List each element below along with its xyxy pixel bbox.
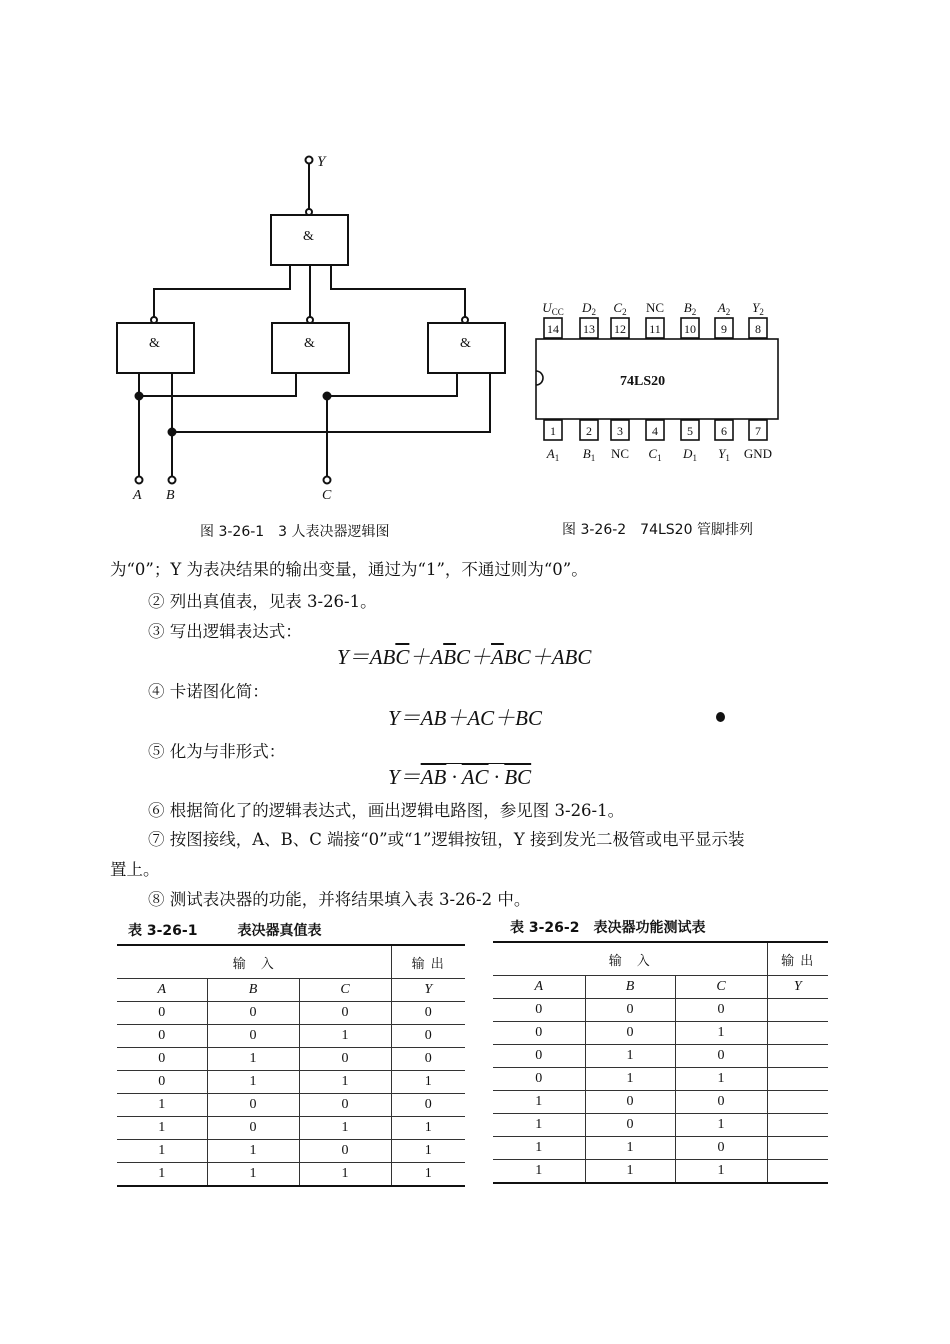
chip-pin-label (684, 300, 696, 317)
gate-symbol: & (460, 336, 471, 351)
pin-subscript: 1 (692, 453, 697, 463)
chip-pin-number: 5 (687, 424, 693, 438)
input-terminal-c (324, 477, 331, 484)
table-cell: 1 (675, 1160, 767, 1184)
table-row (117, 1094, 465, 1117)
formula-outer-bar (421, 763, 531, 789)
table-cell: 1 (493, 1160, 585, 1184)
table-cell: 0 (117, 1048, 207, 1071)
chip-label: 74LS20 (620, 374, 666, 389)
table-cell: 0 (299, 1048, 391, 1071)
table-cell: 1 (585, 1068, 675, 1091)
column-header: A (117, 979, 207, 1002)
output-terminal (306, 157, 313, 164)
chip-pin-number: 1 (550, 424, 556, 438)
chip-pin-number: 2 (586, 424, 592, 438)
formula-term: BC (503, 645, 531, 669)
table-cell: 0 (675, 1137, 767, 1160)
table-cell: 0 (299, 1094, 391, 1117)
chip-pin-label (717, 300, 730, 317)
formula-sum-of-products (337, 641, 591, 671)
table-cell: 0 (675, 999, 767, 1022)
chip-pin-label (646, 300, 664, 315)
column-header: A (493, 976, 585, 999)
table-cell (767, 1160, 828, 1184)
table-cell: 1 (585, 1045, 675, 1068)
formula-dot: · (446, 765, 462, 789)
formula-nand-term: $\overline{AB}$ (420, 765, 447, 789)
table-cell: 1 (207, 1048, 299, 1071)
step-6: ⑥ 根据简化了的逻辑表达式，画出逻辑电路图，参见图 3-26-1。 (148, 801, 625, 820)
input-label-c: C (322, 488, 332, 503)
table1-caption (128, 920, 321, 940)
pin-name: Y (718, 446, 726, 461)
table-cell: 0 (117, 1002, 207, 1025)
pin-name: B (582, 446, 591, 461)
table-cell (767, 1045, 828, 1068)
table-cell (767, 1068, 828, 1091)
table-row (493, 1045, 828, 1068)
table-cell: 1 (117, 1117, 207, 1140)
column-header: C (675, 976, 767, 999)
chip-pin-number: 6 (721, 424, 727, 438)
formula-term-negated: $\overline{C}$ (395, 645, 410, 669)
truth-table (117, 944, 465, 1187)
table-row (493, 1114, 828, 1137)
table-row (493, 1022, 828, 1045)
table-cell: 0 (299, 1002, 391, 1025)
table-cell: 1 (675, 1022, 767, 1045)
input-label-b: B (166, 488, 175, 503)
table2-caption-id: 表 3-26-2 (510, 920, 580, 936)
table-cell: 1 (493, 1137, 585, 1160)
pin-subscript: CC (551, 307, 564, 317)
output-group-header: 输 出 (391, 945, 465, 979)
table1-caption-id: 表 3-26-1 (128, 923, 198, 939)
table-row (493, 1160, 828, 1184)
table-cell: 0 (207, 1002, 299, 1025)
chip-pin-number: 13 (583, 322, 595, 336)
table-cell: 1 (585, 1137, 675, 1160)
formula-term-negated: $\overline{B}$ (443, 645, 457, 669)
table-cell: 1 (207, 1163, 299, 1187)
table-cell: 0 (207, 1025, 299, 1048)
table-row (493, 1091, 828, 1114)
chip-pin-number: 7 (755, 424, 761, 438)
step-7-line1: ⑦ 按图接线，A、B、C 端接“0”或“1”逻辑按钮，Y 接到发光二极管或电平显示装 (148, 830, 745, 849)
chip-pin-label (648, 446, 661, 463)
formula-operator: ＋ (470, 645, 492, 669)
table-cell (767, 999, 828, 1022)
gate-symbol: & (149, 336, 160, 351)
formula-nand-term: $\overline{AC}$ (461, 765, 489, 789)
table-cell (767, 1114, 828, 1137)
pin-name: A (546, 446, 555, 461)
table-cell: 0 (585, 1114, 675, 1137)
formula-operator: ＋ (530, 645, 552, 669)
table-cell: 1 (675, 1068, 767, 1091)
input-terminal-a (136, 477, 143, 484)
table-cell: 0 (117, 1025, 207, 1048)
table-cell: 1 (299, 1163, 391, 1187)
table-cell: 0 (391, 1048, 465, 1071)
formula-lhs: Y＝ (388, 765, 421, 789)
formula-nand-term: $\overline{BC}$ (504, 765, 532, 789)
pin-name: C (613, 300, 623, 315)
pin-name: D (683, 446, 693, 461)
table-cell: 1 (207, 1071, 299, 1094)
table-cell: 1 (299, 1071, 391, 1094)
chip-pin-number: 14 (547, 322, 559, 336)
pin-name: GND (743, 446, 773, 461)
table-cell: 0 (391, 1002, 465, 1025)
table2-caption-title: 表决器功能测试表 (593, 920, 706, 936)
table-cell: 1 (117, 1163, 207, 1187)
table-cell: 1 (493, 1091, 585, 1114)
chip-pin-number: 9 (721, 322, 727, 336)
pin-name: A (717, 300, 726, 315)
table1-caption-title: 表决器真值表 (237, 923, 322, 939)
table-cell: 1 (299, 1117, 391, 1140)
top-pins (542, 300, 767, 338)
step-4: ④ 卡诺图化简： (148, 682, 269, 701)
table-cell (767, 1091, 828, 1114)
gate-symbol: & (303, 229, 314, 244)
pin-name: D (582, 300, 592, 315)
table-cell: 0 (493, 1068, 585, 1091)
table-cell: 1 (585, 1160, 675, 1184)
chip-pinout-diagram (530, 290, 790, 470)
pin-subscript: 2 (759, 307, 764, 317)
table-cell: 1 (391, 1140, 465, 1163)
table-cell: 1 (117, 1140, 207, 1163)
gate-symbol: & (304, 336, 315, 351)
table-cell: 0 (493, 1022, 585, 1045)
chip-notch (536, 371, 543, 385)
chip-pin-label (744, 446, 772, 461)
table-cell: 0 (391, 1025, 465, 1048)
step-7-line2: 置上。 (110, 860, 160, 879)
pin-subscript: 2 (725, 307, 731, 317)
pin-name: NC (610, 446, 630, 461)
chip-pin-label (583, 446, 595, 463)
formula-term: A (430, 645, 444, 669)
column-header: C (299, 979, 391, 1002)
chip-pin-label (718, 446, 730, 463)
table2-caption (510, 917, 705, 937)
formula-dot: · (488, 765, 505, 789)
table-cell: 0 (391, 1094, 465, 1117)
formula-term-negated: $\overline{A}$ (491, 645, 504, 669)
chip-pin-label (546, 446, 559, 463)
step-3: ③ 写出逻辑表达式： (148, 622, 302, 641)
function-test-table (493, 941, 828, 1184)
formula-lhs: Y＝ (337, 645, 370, 669)
formula-term: ABC (551, 645, 592, 669)
table-cell: 1 (391, 1071, 465, 1094)
table-row (117, 1117, 465, 1140)
table-row (117, 1163, 465, 1187)
chip-pin-label (613, 300, 626, 317)
pin-subscript: 2 (622, 307, 627, 317)
logic-circuit-diagram (100, 140, 520, 510)
table-cell: 1 (391, 1163, 465, 1187)
chip-pin-number: 12 (614, 322, 626, 336)
input-group-header: 输 入 (117, 945, 391, 979)
input-group-header: 输 入 (493, 942, 767, 976)
column-header: Y (391, 979, 465, 1002)
table-cell: 0 (207, 1094, 299, 1117)
pin-name: B (683, 300, 692, 315)
table-cell: 1 (675, 1114, 767, 1137)
output-label: Y (317, 154, 326, 170)
column-header: B (585, 976, 675, 999)
formula-term: AB (369, 645, 396, 669)
table-row (117, 1071, 465, 1094)
table-cell (767, 1022, 828, 1045)
table-cell: 1 (117, 1094, 207, 1117)
table-cell: 0 (585, 1022, 675, 1045)
table-cell (767, 1137, 828, 1160)
pin-subscript: 1 (554, 453, 560, 463)
pin-name: C (648, 446, 658, 461)
pin-subscript: 1 (590, 453, 596, 463)
chip-pin-number: 11 (649, 322, 661, 336)
chip-pin-label (542, 300, 563, 317)
table-row (117, 1025, 465, 1048)
pin-subscript: 1 (657, 453, 662, 463)
table-cell: 0 (675, 1045, 767, 1068)
table-cell: 1 (299, 1025, 391, 1048)
chip-pin-number: 3 (617, 424, 623, 438)
chip-pin-number: 10 (684, 322, 696, 336)
formula-nand-form (388, 761, 531, 791)
chip-pin-label (611, 446, 629, 461)
formula-simplified: Y＝AB＋AC＋BC (388, 706, 543, 730)
step-5: ⑤ 化为与非形式： (148, 742, 286, 761)
input-label-a: A (133, 488, 142, 503)
table-cell: 1 (493, 1114, 585, 1137)
table-cell: 0 (493, 1045, 585, 1068)
table-row (117, 1048, 465, 1071)
chip-pin-number: 4 (652, 424, 658, 438)
table-row (117, 1002, 465, 1025)
table-cell: 0 (493, 999, 585, 1022)
table-row (493, 1137, 828, 1160)
chip-pin-label (682, 446, 697, 463)
table-row (117, 1140, 465, 1163)
chip-pin-label (581, 300, 596, 317)
bottom-pins (544, 420, 772, 463)
table-cell: 0 (207, 1117, 299, 1140)
figure2-caption: 图 3-26-2 74LS20 管脚排列 (562, 522, 753, 538)
output-group-header: 输 出 (767, 942, 828, 976)
column-header: Y (767, 976, 828, 999)
table-cell: 0 (299, 1140, 391, 1163)
column-header: B (207, 979, 299, 1002)
pin-subscript: 2 (691, 307, 697, 317)
formula-term: C (456, 645, 471, 669)
formula-operator: ＋ (409, 645, 431, 669)
pin-name: Y (752, 300, 760, 315)
table-cell: 0 (585, 999, 675, 1022)
paragraph-line1: 为“0”；Y 为表决结果的输出变量，通过为“1”，不通过则为“0”。 (110, 560, 588, 579)
step-2: ② 列出真值表，见表 3-26-1。 (148, 592, 377, 611)
pin-subscript: 2 (591, 307, 596, 317)
pin-subscript: 1 (725, 453, 730, 463)
table-row (493, 1068, 828, 1091)
table-cell: 0 (585, 1091, 675, 1114)
table-cell: 1 (391, 1117, 465, 1140)
chip-pin-number: 8 (755, 322, 761, 336)
chip-pin-label (752, 300, 764, 317)
table-row (493, 999, 828, 1022)
pin-name: NC (645, 300, 665, 315)
table-cell: 0 (117, 1071, 207, 1094)
input-terminal-b (169, 477, 176, 484)
pin-name: U (542, 300, 552, 315)
figure1-caption: 图 3-26-1 3 人表决器逻辑图 (200, 524, 390, 540)
table-cell: 0 (675, 1091, 767, 1114)
table-cell: 1 (207, 1140, 299, 1163)
ink-dot (716, 712, 725, 722)
step-8: ⑧ 测试表决器的功能，并将结果填入表 3-26-2 中。 (148, 890, 531, 909)
